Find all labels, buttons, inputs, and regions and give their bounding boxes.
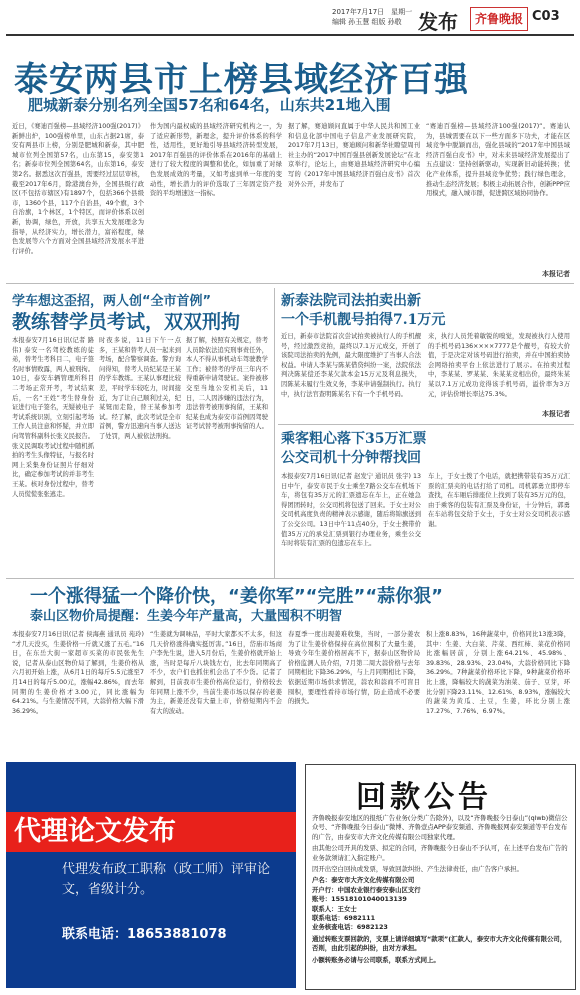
section-divider-2: [6, 578, 574, 579]
story3-kicker: 新泰法院司法拍卖出新: [281, 293, 421, 309]
notice-bank: 开户行：中国农业银行泰安泰山区支行: [312, 885, 421, 894]
story4-headline: 乘客粗心落下35万汇票: [281, 431, 427, 447]
issue-date: 2017年7月17日 星期一: [332, 8, 413, 16]
story2-headline: 教练替学员考试，双双刑拘: [12, 311, 241, 333]
story2-kicker: 学车想这歪招，两人创“全市首例”: [12, 294, 212, 309]
story4-column-2: 车上，于女士拨了个电话，就把携带装有35万元汇票的汇票夹的电话打给了司机。司机郭勇立即停车查找，在车厢后排座位上找到了装有35万元的包，由于乘客的包装有汇票及身份证，十分钟后，郭勇在车站将包交给于女士，于女士对公交司机表示感谢。: [428, 473, 570, 528]
section-divider: [6, 283, 574, 284]
newspaper-logo: 齐鲁晚报: [470, 7, 528, 31]
notice-verify-phone: 业务核查电话：6982123: [312, 923, 388, 932]
lead-byline: 本报记者: [542, 270, 570, 278]
story3-column-2: 来，执行人员凭着敏锐的嗅觉，发现被执行人使用的手机号码136××××7777是个靓号，有较大价值，于是决定对该号码进行拍卖，并在中国拍卖协会网络拍卖平台上依法进行了展示。在拍卖过程中，李某某、罗某某、朱某某竞相出价，最终朱某某以7.1万元成功竞得该手机号码，溢价率为3万元，评估价增长率达75.3%。: [428, 333, 570, 398]
notice-paragraph-1: 齐鲁晚报泰安地区的报纸广告业务(分类广告除外)，以及“齐鲁晚报今日泰山”(qlwb)微信公众号、“齐鲁晚报今日泰山”微博、齐鲁壹点APP泰安频道、齐鲁晚报网泰安频道等平台发布的广告，由泰安市大齐文化传媒有限公司独家代理。: [312, 814, 568, 841]
thesis-ad-phone: 联系电话：18653881078: [62, 927, 227, 942]
notice-account-name: 户名：泰安市大齐文化传媒有限公司: [312, 876, 415, 885]
page-number: C03: [532, 9, 560, 24]
notice-phone: 联系电话：6982111: [312, 914, 376, 923]
column-divider: [274, 288, 275, 578]
story2-column-2: 时夜多说，11日下午一点多，王某和替考人员一起来到考场，配合警察调查。警方询问得知，替考人员纪某是王某的学车教练。王某认事理比较差，平时学车较吃力，时间接近，为了让自己顺利过关，纪某铤而走险，替王某参加考试。经了解，此次考试是全市首例，警方迅速向当事人送达了处罚，两人被依法刑拘。: [99, 337, 181, 440]
payment-notice-body: [312, 814, 568, 967]
lead-column-2: 作为国内最权威的县域经济研究机构之一，为了适应新形势，新理念，提升评价体系的科学性，适用性，更好地引导县域经济转型发展，2017年百强县的评价体系在2016年的基础上进行了较大程度的调整和优化，如加重了对绿色发展成效的考量，又如考虑到单一年度的变动性，增长潜力的评价选取了三年固定资产投资的平均增速这一指标。: [150, 123, 282, 198]
masthead-rule: [6, 34, 574, 36]
story5-subheadline: 泰山区物价局提醒：生姜今年产量高，大量囤积不明智: [30, 609, 343, 624]
story3-column-1: 近日，新泰市法院首次尝试拍卖被执行人的手机靓号，经过激烈竞拍，最终以7.1万元成交，开创了该院司法拍卖的先例，最大限度维护了当事人合法权益。申请人李某与陈某借贷纠纷一案，法院依法判决陈某偿还李某欠款本金15万元及利息损失，因陈某未履行生效义务，李某申请强制执行。执行中，执行法官查明陈某名下有一个手机号码。: [281, 333, 421, 398]
thesis-ad-text: 代理发布政工职称（政工师）评审论文，省级计分。: [62, 862, 271, 897]
notice-paragraph-2: 由其他公司开具的发票、拟定的合同，齐鲁晚报今日泰山不予认可，在上述平台发布广告的业务款须请汇入指定账户。: [312, 844, 568, 862]
lead-subheadline: 肥城新泰分别名列全国57名和64名，山东共21地入围: [28, 96, 391, 114]
story4-headline-line2: 公交司机十分钟帮找回: [281, 450, 421, 466]
notice-account-number: 账号：15518101040013139: [312, 895, 407, 904]
lead-column-1: 近日，《赛迪百强榜—县域经济100强(2017)》新鲜出炉，100强榜单里，山东占据21席，泰安有两县市上榜，分别是肥城和新泰，其中肥城市位列全国第57名，山东第15，泰安第1名；新泰市位列全国第64名，山东第16，泰安第2名。据悉这次百强县，需要经过层层审核，截至2017年6月，除港澳台外，全国县级行政区(不包括市辖区)有1897个，包括366个县级市，1360个县，117个自治县，49个旗，3个自治旗，1个林区，1个特区，而评价体系以创新，协调，绿色，开放，共享五大发展理念为指导，从经济实力，增长潜力，富裕程度，绿色发展等六个方面对全国县域经济发展水平进行评价。: [12, 123, 144, 255]
story5-column-2: “生姜就为调味品，平时大家都买不太多，但这几天价格涨得确实挺厉害。”16日，岱庙市场商户李先生说，进入5月份后，生姜价格就开始上涨，当时是每斤八块钱左右，比去年同期高了不少，农户们也抓住机会出了不少货。记者了解到，目前我市生姜价格高位运行，价格较去年同期上涨不少，当前生姜市场以保存的老姜为主，新姜还没有大量上市，价格短期内不会有大的波动。: [150, 631, 282, 715]
story5-headline: 一个涨得猛一个降价快，“姜你军”“完胜”“蒜你狠”: [30, 586, 443, 607]
notice-footer: 小额转账务必请与公司联系，联系方式同上。: [312, 955, 440, 964]
thesis-ad-title: 代理论文发布: [14, 816, 176, 847]
lead-column-4: “赛迪百强榜—县域经济100强(2017)”。赛迪认为，县城需要在以下一些方面多下功夫，才能在区域竞争中脱颖而出，强化县域的“2017年中国县域经济百强白皮书》中，对未来县域经济发展提出了五点建议：坚持创新驱动，实现新旧动能转换；优化产业体系，提升县域竞争优势；践行绿色理念，推动生态经济发展；积极主动拓展合作，创新PPP应用模式，融入城市群，促进跨区域协同协作。: [426, 123, 570, 198]
story5-column-3: 春夏季一度出现姜难收集，当时，一部分姜农为了让生姜价格保持在高位囤积了大量生姜，导致今年生姜价格居高不下，据泰山区物价局价格监测人员介绍，7月第二周大蒜价格与去年同期相比下降36.29%，与上月同期相比下降，依据近期市场供求情况，蒜农和蒜商不可盲目囤积，要理性看待市场行情，防止造成不必要的损失。: [288, 631, 420, 706]
notice-cheque-info: 通过转账支票回款的，支票上请详细填写“款项”(汇款人，泰安市大齐文化传媒有限公司，否则，由此引起的纠纷，由对方承担。: [312, 934, 567, 953]
notice-contact: 联系人：王女士: [312, 904, 357, 913]
story3-byline: 本报记者: [542, 410, 570, 418]
story5-column-4: 积上涨8.83%，16种蔬菜中，价格同比13涨3降，其中：生姜、大白菜、芹菜、西红柿、菜花价格同比涨幅居前，分别上涨64.21%、45.98%、39.83%、28.93%、23.04%，大蒜价格同比下降36.29%。7种蔬菜价格环比下降，9种蔬菜价格环比上涨，降幅较大的蔬菜为油菜、茄子、豆芽，环比分别下降23.11%、12.61%、8.93%，涨幅较大的蔬菜为黄瓜、土豆，生姜，环比分别上涨17.27%、7.76%、6.97%。: [426, 631, 570, 715]
story2-column-1: 本报泰安7月16日讯(记者 路伟) 泰安一名驾校教练的徒弟，替考生考科目二，电子签名时事情败露，两人被刑拘。10日，泰安车辆管理所科目二考场正常开考，考试结束后，一名“王姓”考生替身份证进行电子签名，无疑被电子考试系统识别，立刻引起考场工作人员注意和怀疑，并立即向驾管科副科长张义民报告。张义民调取考试过程中随机抓拍的考生头像特征，与报名时网上采集身份证照片仔细对比，确定参加考试的并非考生王某。核对身份过程中，替考人员慌慌张张逃走。: [12, 337, 94, 498]
story4-column-1: 本报泰安7月16日讯(记者 赵发宁 通讯员 张宇) 13日中午，泰安市民于女士乘坐7路公交车在机场下车，将包有35万元的汇票遗忘在车上，正在她急得团团转时，公交司机将包送了回来。于女士对公交司机高度负责的精神表示感谢，随后将锦旗送到了公交公司。13日中午11点40分，于女士携带价值35万元的承兑汇票到银行办理业务，乘坐公交车时将装有汇票的包遗忘在车上。: [281, 473, 421, 548]
editor-credits: 编辑 孙玉慧 组版 孙敬: [332, 18, 402, 26]
lead-headline: 泰安两县市上榜县域经济百强: [14, 60, 469, 100]
story2-column-3: 据了解，按照有关规定，替考人员除依法追究刑事责任外，本人不得从事机动车驾驶教学工作；被替考的学员三年内不得重新申请驾驶证。案件被移交至当地公安机关后，11日，二人因涉嫌的违法行为，违法替考被刑事拘留，王某和纪某也成为泰安市首例因驾驶证考试替考被刑事拘留的人。: [186, 337, 268, 431]
notice-paragraph-3: 因开出空白回执或发票，导致回款纠纷、产生法律责任，由广告客户承担。: [312, 865, 523, 874]
lead-column-3: 据了解，赛迪顾问直属于中华人民共和国工业和信息化部中国电子信息产业发展研究院，2017年7月13日，赛迪顾问和新华社瞭望周刊社主办的“2017中国百强县创新发展论坛”在北京举行，论坛上，由赛迪县域经济研究中心编写的《2017年中国县域经济百强白皮书》首次对外公开，并发布了: [288, 123, 420, 188]
section-name: 发布: [418, 10, 458, 34]
payment-notice-title: 回款公告: [356, 780, 492, 815]
story5-column-1: 本报泰安7月16日讯(记者 侯海燕 通讯员 苑玲) “才几天没买，生姜价格一斤就又涨了五毛。”16日，在东岳大街一家超市买菜的市民张先生说，记者从泰山区物价局了解到，生姜价格从六月初开始上涨，从6月1日的每斤5.5元涨至7月14日的每斤5.00元，涨幅42.86%，而去年同期的生姜价格才3.00元，同比涨幅为64.21%。与生姜情况不同，大蒜价格大幅下滑36.29%。: [12, 631, 144, 715]
story3-headline: 一个手机靓号拍得7.1万元: [281, 312, 446, 328]
story-divider: [278, 424, 574, 425]
